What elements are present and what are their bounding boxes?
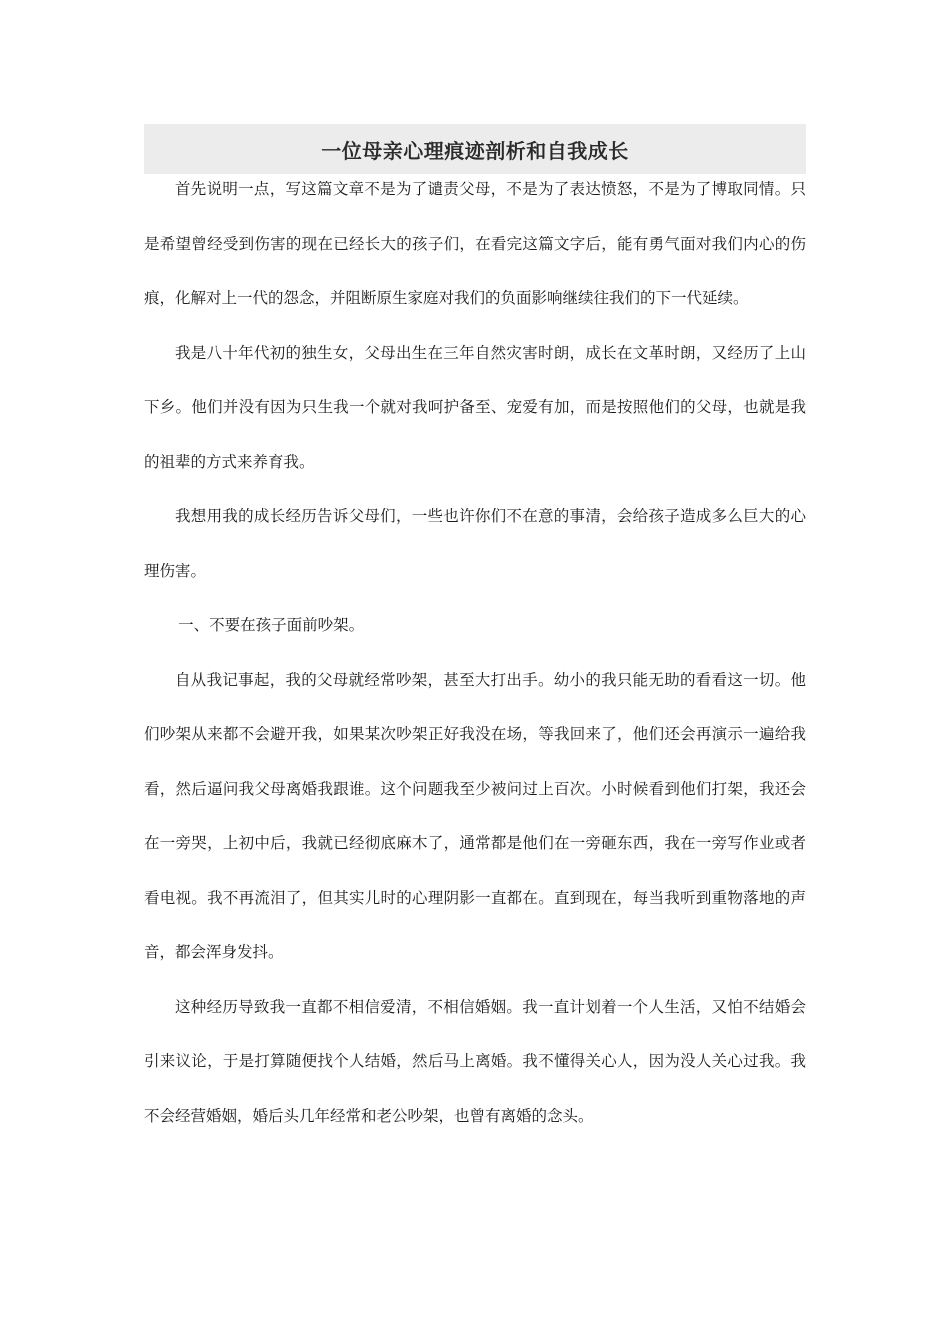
section-heading-1: 一、不要在孩子面前吵架。 <box>178 616 365 634</box>
paragraph-intro: 首先说明一点，写这篇文章不是为了谴责父母，不是为了表达愤怒，不是为了博取同情。只是希望曾经受到伤害的现在已经长大的孩子们，在看完这篇文字后，能有勇气面对我们内心的伤痕，化解对上一代的怨念，并阻断原生家庭对我们的负面影响继续往我们的下一代延续。 <box>144 180 806 307</box>
paragraph-consequence: 这种经历导致我一直都不相信爱清，不相信婚姻。我一直计划着一个人生活，又怕不结婚会引来议论，于是打算随便找个人结婚，然后马上离婚。我不懂得关心人，因为没人关心过我。我不会经营婚姻，婚后头几年经常和老公吵架，也曾有离婚的念头。 <box>144 997 806 1125</box>
paragraph-experience: 自从我记事起，我的父母就经常吵架，甚至大打出手。幼小的我只能无助的看看这一切。他们吵架从来都不会避开我，如果某次吵架正好我没在场，等我回来了，他们还会再演示一遍给我看，然后逼问我父母离婚我跟谁。这个问题我至少被问过上百次。小时候看到他们打架，我还会在一旁哭，上初中后，我就已经彻底麻木了，通常都是他们在一旁砸东西，我在一旁写作业或者看电视。我不再流泪了，但其实儿时的心理阴影一直都在。直到现在，每当我听到重物落地的声音，都会浑身发抖。 <box>144 670 806 961</box>
document-title: 一位母亲心理痕迹剖析和自我成长 <box>321 138 629 163</box>
paragraph-background: 我是八十年代初的独生女，父母出生在三年自然灾害时朗，成长在文革时朗，又经历了上山下乡。他们并没有因为只生我一个就对我呵护备至、宠爱有加，而是按照他们的父母，也就是我的祖辈的方式来养育我。 <box>144 343 806 471</box>
document-page <box>144 124 806 1143</box>
paragraph-purpose: 我想用我的成长经历告诉父母们，一些也许你们不在意的事清，会给孩子造成多么巨大的心理伤害。 <box>144 507 806 580</box>
